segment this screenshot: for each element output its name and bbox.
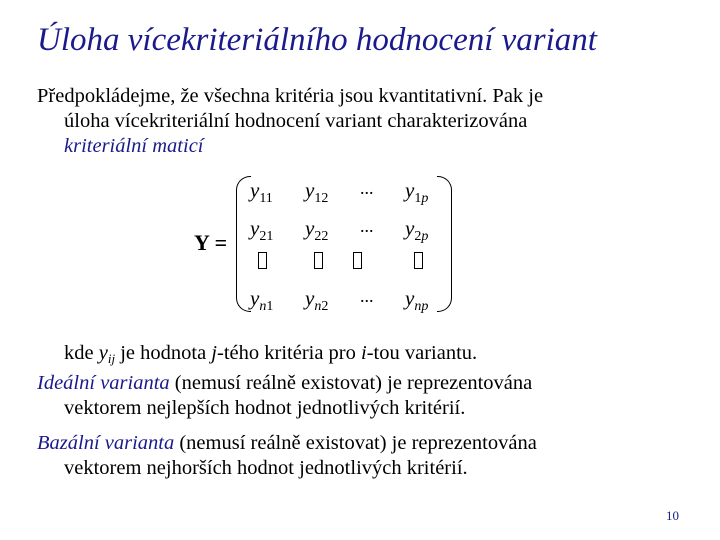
intro-line-2 xyxy=(37,109,697,134)
matrix-right-bracket xyxy=(437,176,452,312)
matrix-cell-yn1: $y_{n1}$ xyxy=(250,286,274,314)
ideal-variant-continuation: vektorem nejlepších hodnot jednotlivých kritérií. xyxy=(64,397,466,419)
slide-title: Úloha vícekriteriálního hodnocení variant xyxy=(37,22,597,58)
basal-variant-text: (nemusí reálně existovat) je reprezentována xyxy=(174,432,537,454)
matrix-cell-y1p: $y_{1p}$ xyxy=(405,178,429,206)
ideal-variant-term: Ideální varianta xyxy=(37,372,170,394)
intro-line-1: Předpokládejme, že všechna kritéria jsou kvantitativní. Pak je xyxy=(37,85,544,107)
ideal-variant-text: (nemusí reálně existovat) je reprezentována xyxy=(169,372,533,394)
matrix-cell-y21: $y_{21}$ xyxy=(250,216,274,244)
matrix-dots-row1: ... xyxy=(360,178,374,198)
matrix-cell-y12: $y_{12}$ xyxy=(305,178,329,206)
page-number: 10 xyxy=(666,508,679,523)
matrix-cell-yn2: $y_{n2}$ xyxy=(305,286,329,314)
intro-paragraph xyxy=(37,84,697,159)
matrix-missing-glyph-4 xyxy=(414,252,423,269)
matrix-cell-y11: $y_{11}$ xyxy=(250,178,273,206)
matrix-missing-glyph-3 xyxy=(353,252,362,269)
matrix-left-bracket xyxy=(236,176,251,312)
definition-paragraph xyxy=(37,341,697,371)
ideal-variant-paragraph xyxy=(37,371,697,421)
matrix-dots-row2: ... xyxy=(360,216,374,236)
matrix-cell-ynp: $y_{np}$ xyxy=(405,286,429,314)
definition-line: kde $y_{ij}$ je hodnota j-tého kritéria pro i-tou variantu. xyxy=(64,342,478,366)
basal-variant-continuation: vektorem nejhorších hodnot jednotlivých kritérií. xyxy=(64,457,468,479)
intro-line-2-text: úloha vícekriteriální hodnocení variant charakterizována xyxy=(64,110,528,132)
matrix-cell-y22: $y_{22}$ xyxy=(305,216,329,244)
intro-emphasis: kriteriální maticí xyxy=(64,135,204,157)
matrix-cell-y2p: $y_{2p}$ xyxy=(405,216,429,244)
basal-variant-term: Bazální varianta xyxy=(37,432,175,454)
matrix-missing-glyph-1 xyxy=(258,252,267,269)
matrix-missing-glyph-2 xyxy=(314,252,323,269)
matrix-label: Y = xyxy=(194,230,228,255)
basal-variant-paragraph xyxy=(37,431,697,481)
matrix-dots-row4: ... xyxy=(360,286,374,306)
